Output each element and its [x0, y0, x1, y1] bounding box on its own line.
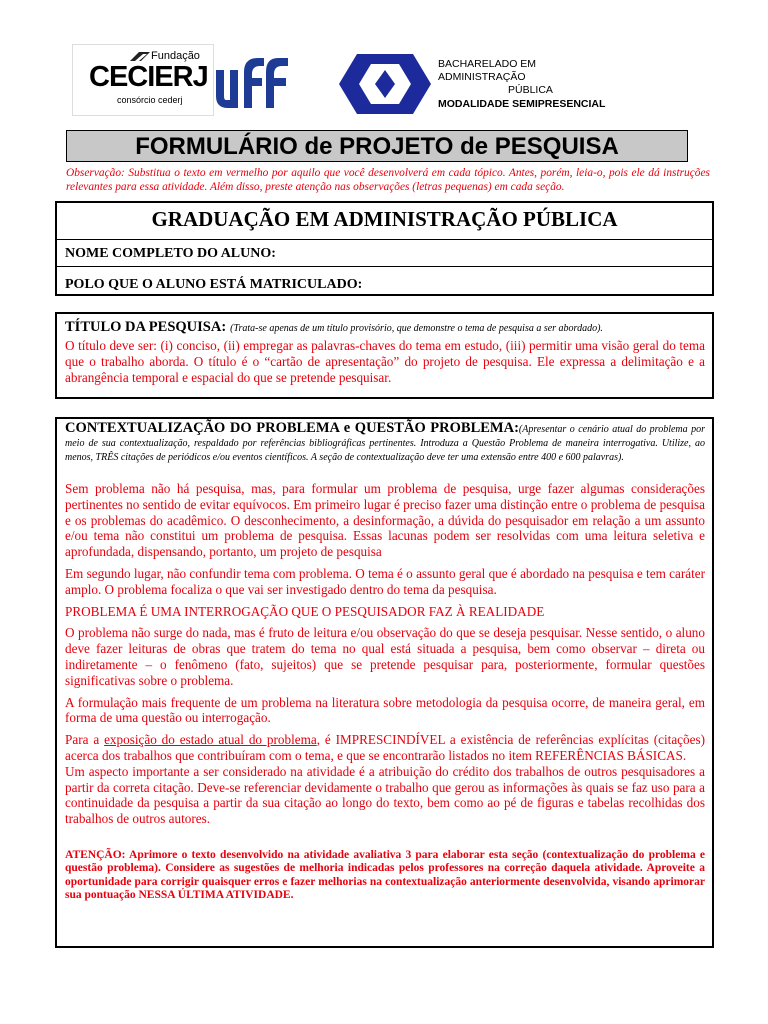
- research-title-box: [55, 312, 714, 399]
- cecierj-sub: consórcio cederj: [117, 95, 183, 105]
- p6-rest: , é IMPRESCINDÍVEL a existência de referências explícitas (citações) acerca dos trabalhos que contribuíram com o tema, e que se encontrarão listados no item REFERÊNCIAS BÁSICAS.: [65, 732, 705, 763]
- cecierj-logo: [72, 44, 214, 116]
- context-header: [65, 422, 705, 464]
- administracao-emblem: [337, 52, 433, 116]
- context-paragraph: Sem problema não há pesquisa, mas, para formular um problema de pesquisa, urge fazer algumas considerações pertinentes no sentido de evitar equívocos. Em primeiro lugar é preciso fazer uma distinção entre o problema de pesquisa e os problemas do acadêmico. O desconhecimento, a desinformação, a dúvida do pesquisador em relação a um assunto e/ou tema não constitui um problema de pesquisa. Essas lacunas podem ser resolvidas com uma leitura seletiva e aprofundada, dispensando, portanto, um projeto de pesquisa: [65, 481, 705, 560]
- research-title-body: O título deve ser: (i) conciso, (ii) empregar as palavras-chaves do tema em estudo, (iii) permitir uma visão geral do tema que o trabalho aborda. O título é o “cartão de apresentação” do projeto de pesquisa. Ele expressa a delimitação e a abrangência temporal e espacial do que se pretende pesquisar.: [65, 338, 705, 385]
- cecierj-name: CECIERJ: [89, 61, 208, 93]
- divider: [57, 239, 712, 240]
- context-paragraph: O problema não surge do nada, mas é fruto de leitura e/ou observação do que se deseja pesquisar. Nesse sentido, o aluno deve fazer leituras de obras que tratem do tema no qual está situada a pesquisa, bem como observar – direta ou indiretamente – o fenômeno (fato, sujeitos) que se pretende pesquisar para, posteriormente, formular questões significativas sobre o problema.: [65, 625, 705, 688]
- context-heading: CONTEXTUALIZAÇÃO DO PROBLEMA e QUESTÃO PROBLEMA:: [65, 420, 519, 436]
- research-title-heading: TÍTULO DA PESQUISA:: [65, 319, 227, 335]
- problem-definition: PROBLEMA É UMA INTERROGAÇÃO QUE O PESQUISADOR FAZ À REALIDADE: [65, 603, 545, 619]
- uff-logo: [214, 52, 290, 112]
- identification-box: [55, 201, 714, 296]
- context-paragraph: Em segundo lugar, não confundir tema com problema. O tema é o assunto geral que é abordado na pesquisa e tem caráter amplo. O problema focaliza o que vai ser investigado dentro do tema da pesquisa.: [65, 565, 705, 597]
- observation-note: Observação: Substitua o texto em vermelho por aquilo que você desenvolverá em cada tópico. Antes, porém, leia-o, pois ele dá instruções relevantes para essa atividade. Além disso, preste atenção nas observações (letras pequenas) em cada seção.: [66, 167, 710, 193]
- context-note: (Apresentar o cenário atual do problema por meio de sua contextualização, respaldado por referências bibliográficas pertinentes. Introduza a Questão Problema de maneira interrogativa. Utilize, ao menos, TRÊS citações de periódicos e/ou eventos científicos. A seção de contextualização deve ter uma extensão entre 400 e 600 palavras).: [65, 424, 705, 463]
- form-title: FORMULÁRIO de PROJETO de PESQUISA: [66, 130, 688, 162]
- program-line2: PÚBLICA: [508, 84, 553, 96]
- research-title-note: (Trata-se apenas de um título provisório, que demonstre o tema de pesquisa a ser abordado).: [230, 323, 603, 334]
- program-line1: BACHARELADO EM ADMINISTRAÇÃO: [438, 58, 537, 83]
- p6-prefix: Para a: [65, 732, 105, 748]
- attention-note: ATENÇÃO: Aprimore o texto desenvolvido na atividade avaliativa 3 para elaborar esta seção (contextualização do problema e questão problema). Considere as sugestões de melhoria indicadas pelos professores na correção daquela atividade. Aproveite a oportunidade para corrigir quaisquer erros e fazer melhorias na contextualização anteriormente desenvolvida, visando aprimorar sua pontuação NESSA ÚLTIMA ATIVIDADE.: [65, 848, 705, 902]
- student-name-label: NOME COMPLETO DO ALUNO:: [65, 246, 276, 261]
- context-body: [65, 481, 705, 903]
- cecierj-fundacao-text: Fundação: [151, 50, 200, 62]
- administracao-emblem-icon: [337, 52, 433, 116]
- context-paragraph: A formulação mais frequente de um problema na literatura sobre metodologia da pesquisa ocorre, de maneira geral, em forma de uma questão ou interrogação.: [65, 694, 705, 726]
- polo-label: POLO QUE O ALUNO ESTÁ MATRICULADO:: [65, 277, 363, 292]
- context-box: [55, 417, 714, 948]
- divider: [57, 266, 712, 267]
- research-title-header: [65, 318, 705, 336]
- state-of-problem-underline: exposição do estado atual do problema: [104, 732, 317, 748]
- program-line3: MODALIDADE SEMIPRESENCIAL: [438, 98, 606, 110]
- course-heading: GRADUAÇÃO EM ADMINISTRAÇÃO PÚBLICA: [151, 207, 618, 231]
- program-text: [438, 58, 608, 111]
- uff-logo-icon: [214, 52, 290, 112]
- context-paragraph: Um aspecto importante a ser considerado na atividade é a atribuição do crédito dos trabalhos de outros pesquisadores a partir da correta citação. Deve-se referenciar devidamente o trabalho que gerou as informações às quais se faz uso para a continuidade da pesquisa a partir da sua citação ao longo do texto, bem como ao pé de figuras e tabelas recolhidas dos trabalhos de outros autores.: [65, 763, 705, 827]
- context-paragraph: [65, 732, 705, 764]
